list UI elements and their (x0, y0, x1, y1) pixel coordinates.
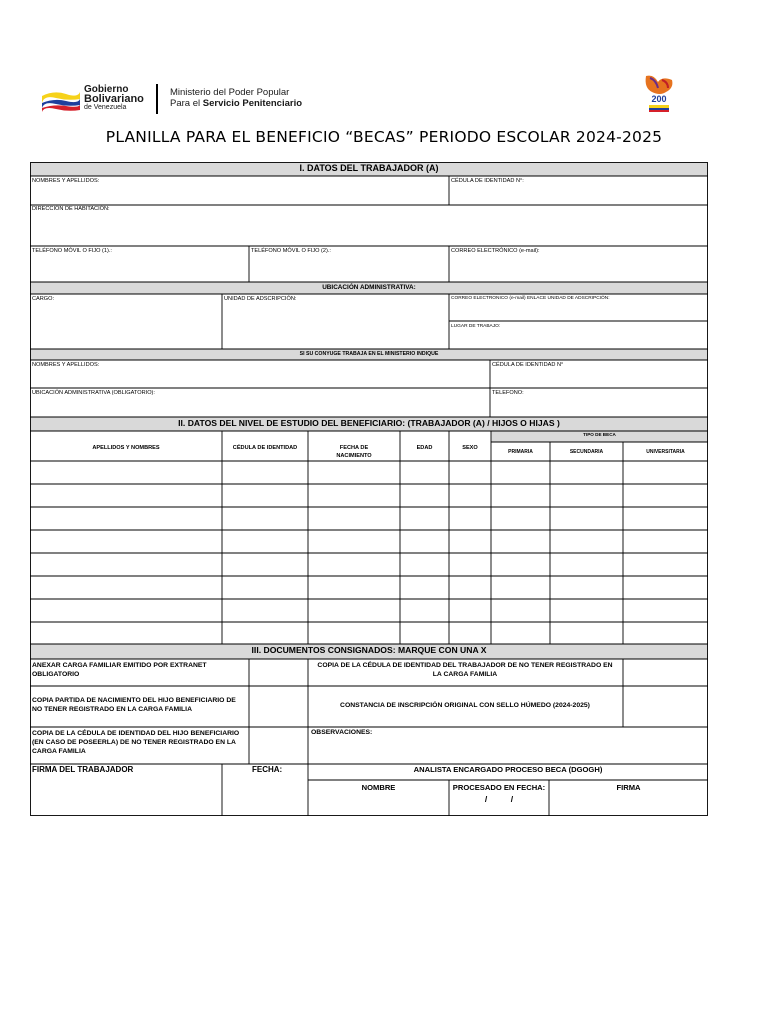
scholarship-type-heading: TIPO DE BECA (583, 432, 616, 437)
bicentenary-emblem-icon (640, 72, 678, 114)
processed-date-label: PROCESADO EN FECHA: (452, 783, 546, 792)
col-age: EDAD (416, 445, 433, 451)
phone1-field[interactable]: TELÉFONO MÓVIL O FIJO (1).: (32, 248, 112, 254)
spouse-name-field[interactable]: NOMBRES Y APELLIDOS: (32, 362, 100, 368)
page-title: PLANILLA PARA EL BENEFICIO “BECAS” PERIODO ESCOLAR 2024-2025 (105, 128, 663, 146)
unit-email-field[interactable]: CORREO ELECTRONICO (e-mail) ENLACE UNIDAD DE ADSCRIPCIÓN: (451, 296, 610, 301)
analyst-name-label: NOMBRE (361, 783, 396, 792)
section2-heading: II. DATOS DEL NIVEL DE ESTUDIO DEL BENEFICIARIO: (TRABAJADOR (A) / HIJOS O HIJAS ) (178, 418, 560, 428)
workplace-field[interactable]: LUGAR DE TRABAJO: (451, 324, 501, 329)
ministry-line1: Ministerio del Poder Popular (170, 87, 290, 98)
logo-divider (156, 84, 158, 114)
col-birthdate: FECHA DE NACIMIENTO (336, 445, 372, 459)
section3-heading: III. DOCUMENTOS CONSIGNADOS: MARQUE CON UNA X (251, 645, 487, 655)
section1-heading: I. DATOS DEL TRABAJADOR (A) (299, 163, 439, 173)
address-field[interactable]: DIRECCIÓN DE HABITACIÓN: (32, 206, 110, 212)
col-university: UNIVERSITARIA (646, 449, 685, 455)
doc-family-load: ANEXAR CARGA FAMILIAR EMITIDO POR EXTRANET OBLIGATORIO (32, 662, 207, 678)
col-primary: PRIMARIA (508, 449, 533, 455)
spouse-id-field[interactable]: CÉDULA DE IDENTIDAD N° (492, 362, 564, 368)
phone2-field[interactable]: TELÉFONO MÓVIL O FIJO (2).: (251, 248, 331, 254)
spouse-phone-field[interactable]: TELEFONO: (492, 390, 524, 396)
svg-text:200: 200 (651, 94, 667, 104)
doc-worker-id-copy: COPIA DE LA CÉDULA DE IDENTIDAD DEL TRABAJADOR DE NO TENER REGISTRADO EN LA CARGA FAMILIA (317, 662, 613, 678)
col-sex: SEXO (462, 445, 478, 451)
analyst-signature-label: FIRMA (616, 783, 641, 792)
gov-line2: Bolivariano (84, 93, 144, 105)
doc-child-id-copy: COPIA DE LA CÉDULA DE IDENTIDAD DEL HIJO BENEFICIARIO (EN CASO DE POSEERLA) DE NO TENER REGISTRADO EN LA CARGA FAMILIA (32, 730, 240, 755)
form-grid-lines (30, 162, 708, 816)
gov-line1: Gobierno (84, 84, 129, 95)
venezuela-flag-icon (40, 90, 80, 112)
processed-date-slashes[interactable]: / / (484, 794, 514, 804)
email-field[interactable]: CORREO ELECTRÓNICO (e-mail): (451, 248, 540, 254)
admin-location-heading: UBICACIÓN ADMINISTRATIVA: (322, 284, 416, 291)
spouse-admin-location-field[interactable]: UBICACIÓN ADMINISTRATIVA (OBLIGATORIO): (32, 390, 155, 396)
government-logo (40, 84, 330, 118)
col-id: CÉDULA DE IDENTIDAD (232, 445, 298, 451)
col-names: APELLIDOS Y NOMBRES (92, 445, 160, 451)
analyst-heading: ANALISTA ENCARGADO PROCESO BECA (DGOGH) (413, 765, 603, 774)
worker-id-field[interactable]: CÉDULA DE IDENTIDAD N°: (451, 178, 524, 184)
gov-line3: de Venezuela (84, 104, 127, 111)
spouse-heading: SI SU CONYUGE TRABAJA EN EL MINISTERIO INDIQUE (299, 351, 439, 357)
ministry-line2: Para el Servicio Penitenciario (170, 98, 303, 109)
form-table (30, 162, 708, 816)
position-field[interactable]: CARGO: (32, 296, 55, 302)
date-label: FECHA: (252, 765, 283, 774)
col-secondary: SECUNDARIA (569, 449, 604, 455)
worker-name-field[interactable]: NOMBRES Y APELLIDOS: (32, 178, 100, 184)
observations-field[interactable]: OBSERVACIONES: (311, 729, 373, 736)
doc-birth-certificate: COPIA PARTIDA DE NACIMIENTO DEL HIJO BENEFICIARIO DE NO TENER REGISTRADO EN LA CARGA FAMILIA (32, 697, 236, 713)
unit-field[interactable]: UNIDAD DE ADSCRIPCIÓN: (224, 296, 297, 302)
worker-signature-label: FIRMA DEL TRABAJADOR (32, 765, 134, 774)
doc-enrollment-certificate: CONSTANCIA DE INSCRIPCIÓN ORIGINAL CON SELLO HÚMEDO (2024-2025) (340, 702, 590, 709)
